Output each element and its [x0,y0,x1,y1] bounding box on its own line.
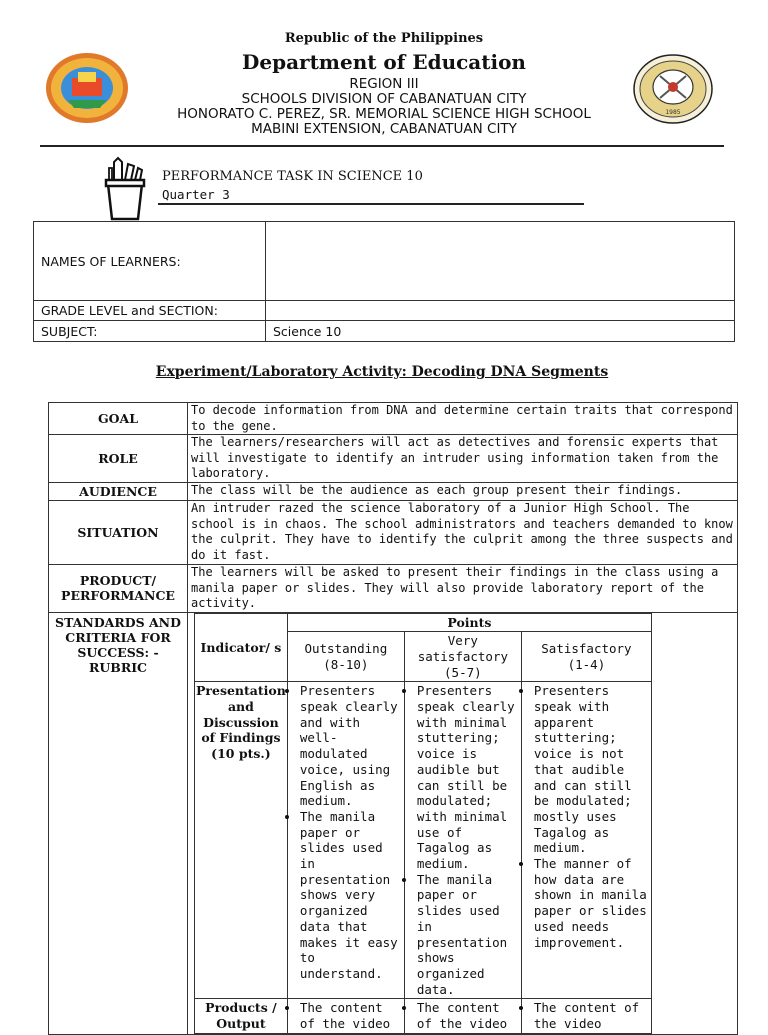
row1-outstanding [287,682,404,999]
row1-indicator: Presentation and Discussion of Findings (10 pts.) [195,682,288,999]
level-very-satisfactory-range: (5-7) [444,664,482,680]
address-line: MABINI EXTENSION, CABANATUAN CITY [251,121,517,137]
level-very-satisfactory-name: Very satisfactory [417,633,508,664]
criterion: • The manila paper or slides used in presentation shows organized data. [417,872,520,998]
criterion: • The content of the video [417,1000,520,1031]
subject-label: SUBJECT: [34,321,266,342]
names-field[interactable] [266,222,735,301]
row2-very-satisfactory [404,999,521,1033]
level-outstanding-name: Outstanding [304,641,388,657]
level-very-satisfactory [404,632,521,682]
product-text: The learners will be asked to present their findings in the class using a manila paper or slides. They will also provide laboratory report of the activity. [188,565,738,613]
level-satisfactory-name: Satisfactory [541,641,632,657]
title-underline [158,203,584,205]
row1-satisfactory [521,682,651,999]
goal-text: To decode information from DNA and determine certain traits that correspond to the gene. [188,403,738,435]
header-rule [40,145,724,147]
task-title: PERFORMANCE TASK IN SCIENCE 10 [162,169,423,184]
row2-satisfactory [521,999,651,1033]
task-quarter: Quarter 3 [162,187,230,202]
grade-label: GRADE LEVEL and SECTION: [34,301,266,321]
department-line: Department of Education [242,50,526,74]
role-text: The learners/researchers will act as detectives and forensic experts that will investigate to identify an intruder using information taken from the laboratory. [188,435,738,483]
rubric-cell [188,612,738,1034]
audience-label: AUDIENCE [49,483,188,501]
row2-outstanding [287,999,404,1033]
pencil-cup-icon [100,156,150,222]
criterion: • The content of the video [534,1000,650,1031]
seal-year: 1985 [665,109,681,116]
learner-info-table [33,221,735,342]
criterion: • The manila paper or slides used in presentation shows very organized data that makes it easy to understand. [300,809,403,982]
situation-text: An intruder razed the science laboratory of a Junior High School. The school is in chaos. The school administrators and teachers demanded to know the culprit. They have to identify the culprit among the three suspects and do it fast. [188,501,738,565]
situation-label: SITUATION [49,501,188,565]
level-outstanding-range: (8-10) [323,656,369,672]
subject-value: Science 10 [266,321,735,342]
indicator-header: Indicator/ s [195,613,288,682]
criterion: • The manner of how data are shown in manila paper or slides used needs improvement. [534,856,650,950]
level-satisfactory [521,632,651,682]
school-line: HONORATO C. PEREZ, SR. MEMORIAL SCIENCE HIGH SCHOOL [177,106,591,122]
points-header: Points [287,613,651,632]
level-satisfactory-range: (1-4) [567,656,606,672]
republic-line: Republic of the Philippines [284,31,484,46]
row1-very-satisfactory [404,682,521,999]
names-label: NAMES OF LEARNERS: [34,222,266,301]
role-label: ROLE [49,435,188,483]
grasps-table [48,402,738,1035]
criterion: • Presenters speak clearly and with well-modulated voice, using English as medium. [300,683,403,809]
criterion: • The content of the video [300,1000,403,1031]
letterhead [0,0,768,150]
school-seal-right [632,54,714,124]
criterion: • Presenters speak clearly with minimal stuttering; voice is audible but can still be modulated; with minimal use of Tagalog as medium. [417,683,520,871]
goal-label: GOAL [49,403,188,435]
standards-label: STANDARDS AND CRITERIA FOR SUCCESS: - RUBRIC [49,612,188,1034]
criterion: • Presenters speak with apparent stuttering; voice is not that audible and can still be modulated; mostly uses Tagalog as medium. [534,683,650,856]
school-seal-left [44,52,130,124]
rubric-table [194,613,652,1034]
product-label: PRODUCT/ PERFORMANCE [49,565,188,613]
level-outstanding [287,632,404,682]
activity-title: Experiment/Laboratory Activity: Decoding DNA Segments [155,364,609,380]
grade-field[interactable] [266,301,735,321]
audience-text: The class will be the audience as each group present their findings. [188,483,738,501]
row2-indicator: Products / Output [195,999,288,1033]
division-line: SCHOOLS DIVISION OF CABANATUAN CITY [241,91,527,107]
region-line: REGION III [349,76,419,92]
